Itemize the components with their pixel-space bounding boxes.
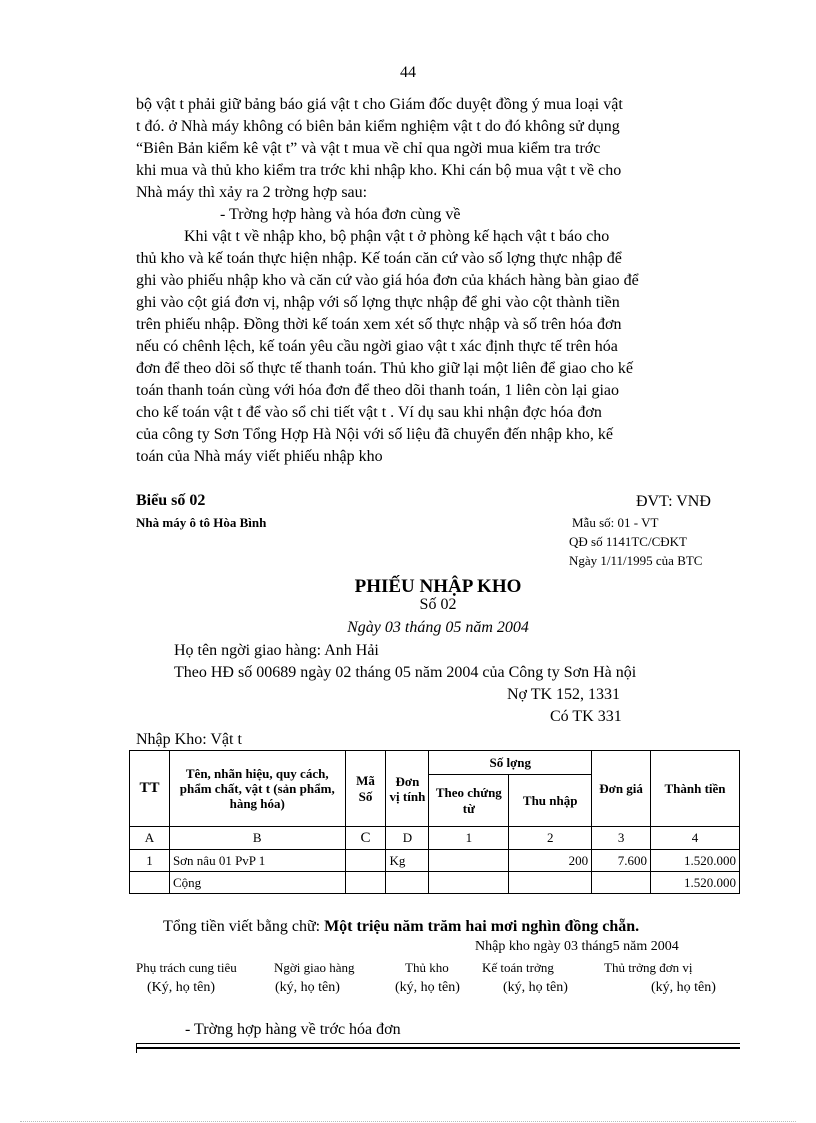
currency-unit: ĐVT: VNĐ: [636, 493, 711, 510]
header-quantity: Số lợng: [429, 751, 592, 775]
footer-rule: [136, 1047, 740, 1049]
code-cell: 2: [509, 827, 592, 850]
text-line: nếu có chênh lệch, kế toán yêu cầu ngời giao vật t xác định thực tế trên hóa: [136, 338, 618, 355]
header-price: Đơn giá: [592, 751, 651, 827]
code-cell: 3: [592, 827, 651, 850]
item-tt: 1: [130, 850, 170, 872]
code-cell: 4: [651, 827, 740, 850]
header-item-name: Tên, nhãn hiệu, quy cách, phẩm chất, vật t (sản phẩm, hàng hóa): [169, 751, 345, 827]
text-line: trên phiếu nhập. Đồng thời kế toán xem xét số thực nhập và số trên hóa đơn: [136, 316, 622, 333]
amount-in-words: [163, 918, 639, 936]
signature-note: (ký, họ tên): [503, 980, 568, 995]
form-date: Ngày 03 tháng 05 năm 2004: [347, 619, 529, 636]
text-line: thủ kho và kế toán thực hiện nhập. Kế toán căn cứ vào số lợng thực nhập để: [136, 250, 622, 267]
decision-number: QĐ số 1141TC/CĐKT: [569, 534, 687, 549]
text-line: toán thanh toán cùng với hóa đơn để theo dõi thanh toán, 1 liên còn lại giao: [136, 382, 620, 399]
signature-note: (ký, họ tên): [395, 980, 460, 995]
header-tt: TT: [130, 751, 170, 827]
text-line: cho kế toán vật t để vào sổ chi tiết vật t . Ví dụ sau khi nhận đợc hóa đơn: [136, 404, 602, 421]
signature-role: Phụ trách cung tiêu: [136, 960, 237, 975]
total-empty: [429, 872, 509, 894]
debit-account: Nợ TK 152, 1331: [507, 686, 621, 703]
page-edge-dots: [20, 1121, 796, 1122]
signature-role: Thủ kho: [405, 960, 449, 975]
entry-date: Nhập kho ngày 03 tháng5 năm 2004: [475, 939, 679, 954]
item-amount: 1.520.000: [651, 850, 740, 872]
text-line: đơn để theo dõi số thực tế thanh toán. Thủ kho giữ lại một liên để giao cho kế: [136, 360, 633, 377]
signature-note: (Ký, họ tên): [147, 980, 216, 995]
case1-heading: - Trờng hợp hàng và hóa đơn cùng về: [220, 206, 461, 223]
total-empty: [386, 872, 429, 894]
company-name: Nhà máy ô tô Hòa Bình: [136, 515, 267, 530]
item-unit: Kg: [386, 850, 429, 872]
intro-paragraph: [136, 94, 739, 468]
page-number: 44: [400, 64, 416, 81]
form-number: Số 02: [419, 596, 457, 613]
text-line: Khi vật t về nhập kho, bộ phận vật t ở phòng kế hạch vật t báo cho: [184, 228, 610, 245]
signature-role: Kế toán trởng: [482, 960, 554, 975]
signature-role: Thủ trởng đơn vị: [604, 960, 693, 975]
form-template-number: Mẫu số: 01 - VT: [572, 515, 659, 530]
header-unit: Đơn vị tính: [386, 751, 429, 827]
table-code-row: [130, 827, 740, 850]
invoice-reference: Theo HĐ số 00689 ngày 02 tháng 05 năm 2004 của Công ty Sơn Hà nội: [174, 664, 637, 681]
signature-note: (ký, họ tên): [651, 980, 716, 995]
total-empty: [130, 872, 170, 894]
code-cell: C: [345, 827, 386, 850]
total-empty: [592, 872, 651, 894]
table-header-row: [130, 751, 740, 775]
text-line: bộ vật t phải giữ bảng báo giá vật t cho Giám đốc duyệt đồng ý mua loại vật: [136, 96, 623, 113]
amount-words-label: Tổng tiền viết bằng chữ:: [163, 918, 321, 935]
decision-date: Ngày 1/11/1995 của BTC: [569, 553, 703, 568]
bieu-so-label: Biểu số 02: [136, 492, 206, 509]
text-line: ghi vào phiếu nhập kho và căn cứ vào giá hóa đơn của khách hàng bàn giao để: [136, 272, 639, 289]
header-ma-so: Mã Số: [345, 751, 386, 827]
text-line: của công ty Sơn Tổng Hợp Hà Nội với số liệu đã chuyển đến nhập kho, kế: [136, 426, 613, 443]
header-qty-doc: Theo chứng từ: [429, 775, 509, 827]
table-total-row: [130, 872, 740, 894]
code-cell: A: [130, 827, 170, 850]
signature-note: (ký, họ tên): [275, 980, 340, 995]
total-label: Cộng: [169, 872, 345, 894]
footer-rule-tick: [136, 1043, 137, 1053]
header-amount: Thành tiền: [651, 751, 740, 827]
item-qty-doc: [429, 850, 509, 872]
footer-rule: [136, 1043, 740, 1044]
code-cell: D: [386, 827, 429, 850]
amount-words-value: Một triệu năm trăm hai mơi nghìn đồng chẵn.: [324, 918, 640, 935]
form-title: PHIẾU NHẬP KHO: [354, 576, 522, 597]
deliverer-line: Họ tên ngời giao hàng: Anh Hải: [174, 642, 379, 659]
case2-heading: - Trờng hợp hàng về trớc hóa đơn: [185, 1021, 401, 1038]
text-line: khi mua và thủ kho kiểm tra trớc khi nhập kho. Khi cán bộ mua vật t về cho: [136, 162, 622, 179]
total-empty: [345, 872, 386, 894]
text-line: toán của Nhà máy viết phiếu nhập kho: [136, 448, 383, 465]
item-name: Sơn nâu 01 PvP 1: [169, 850, 345, 872]
table-row: [130, 850, 740, 872]
signature-role: Ngời giao hàng: [274, 960, 355, 975]
text-line: “Biên Bản kiểm kê vật t” và vật t mua về chỉ qua ngời mua kiểm tra trớc: [136, 140, 601, 157]
item-qty-actual: 200: [509, 850, 592, 872]
item-ma-so: [345, 850, 386, 872]
code-cell: 1: [429, 827, 509, 850]
text-line: t đó. ở Nhà máy không có biên bản kiểm nghiệm vật t do đó không sử dụng: [136, 118, 620, 135]
header-qty-actual: Thu nhập: [509, 775, 592, 827]
total-amount: 1.520.000: [651, 872, 740, 894]
receipt-table: [129, 750, 740, 894]
text-line: Nhà máy thì xảy ra 2 trờng hợp sau:: [136, 184, 368, 201]
text-line: ghi vào cột giá đơn vị, nhập với số lợng thực nhập để ghi vào cột thành tiền: [136, 294, 620, 311]
item-price: 7.600: [592, 850, 651, 872]
total-empty: [509, 872, 592, 894]
credit-account: Có TK 331: [550, 708, 622, 725]
code-cell: B: [169, 827, 345, 850]
warehouse-line: Nhập Kho: Vật t: [136, 731, 242, 748]
